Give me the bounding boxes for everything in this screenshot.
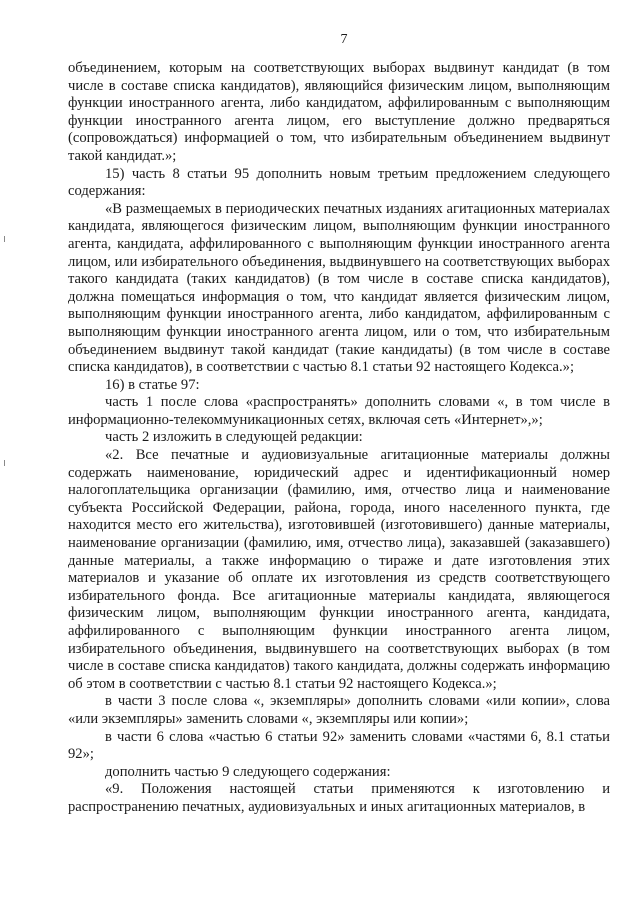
paragraph-6: часть 2 изложить в следующей редакции: [105, 429, 363, 446]
page-number: 7 [340, 32, 348, 47]
paragraph-7: «2. Все печатные и аудиовизуальные агитационные материалы должны содержать наименование, юридический адрес и идентификационный номер налогоплательщика организации (фамилию, имя, отчество лица и наименование субъекта Российской Федерации, района, города, иного населенного пункта, где находится место его жительства), изготовившей (изготовившего) данные материалы, наименование организации (фамилию, имя, отчество лица), заказавшей (заказавшего) данные материалы, а также информацию о тираже и дате изготовления этих материалов и указание об оплате их изготовления из средств соответствующего избирательного фонда. Все агитационные материалы кандидата, являющегося физическим лицом, выполняющим функции иностранного агента, кандидата, аффилированного с выполняющим функции иностранного агента лицом, избирательного объединения, выдвинувшего на соответствующих выборах (в том числе в составе списка кандидатов) такого кандидата, должны содержать информацию об этом в соответствии с частью 8.1 статьи 92 настоящего Кодекса.»; [68, 447, 610, 692]
scan-margin-mark [4, 460, 8, 466]
paragraph-10: дополнить частью 9 следующего содержания: [105, 763, 391, 780]
paragraph-5: часть 1 после слова «распространять» дополнить словами «, в том числе в информационно-телекоммуникационных сетях, включая сеть «Интернет»,»; [68, 394, 610, 428]
paragraph-1: объединением, которым на соответствующих выборах выдвинут кандидат (в том числе в составе списка кандидатов), являющийся физическим лицом, выполняющим функции иностранного агента, либо кандидатом, аффилированным с выполняющим функции иностранного агента лицом, его выступление должно предваряться (сопровождаться) информацией о том, что избирательным объединением выдвинут такой кандидат.»; [68, 60, 610, 164]
paragraph-4: 16) в статье 97: [105, 376, 200, 393]
paragraph-11: «9. Положения настоящей статьи применяются к изготовлению и распространению печатных, аудиовизуальных и иных агитационных материалов, в [68, 781, 610, 815]
scan-margin-mark [4, 236, 8, 242]
paragraph-8: в части 3 после слова «, экземпляры» дополнить словами «или копии», слова «или экземпляры» заменить словами «, экземпляры или копии»; [68, 693, 610, 727]
paragraph-3: «В размещаемых в периодических печатных изданиях агитационных материалах кандидата, являющегося физическим лицом, выполняющим функции иностранного агента, кандидата, аффилированного с выполняющим функции иностранного агента лицом, или избирательного объединения, выдвинувшего на соответствующих выборах такого кандидата (таких кандидатов) (в том числе в составе списка кандидатов), должна помещаться информация о том, что кандидат является физическим лицом, выполняющим функции иностранного агента, либо кандидатом, аффилированным с выполняющим функции иностранного агента лицом, или о том, что избирательным объединением выдвинут такой кандидат (такие кандидаты) (в том числе в составе списка кандидатов), в соответствии с частью 8.1 статьи 92 настоящего Кодекса.»; [68, 200, 610, 376]
paragraph-9: в части 6 слова «частью 6 статьи 92» заменить словами «частями 6, 8.1 статьи 92»; [68, 728, 610, 763]
paragraph-2: 15) часть 8 статьи 95 дополнить новым третьим предложением следующего содержания: [68, 165, 610, 200]
